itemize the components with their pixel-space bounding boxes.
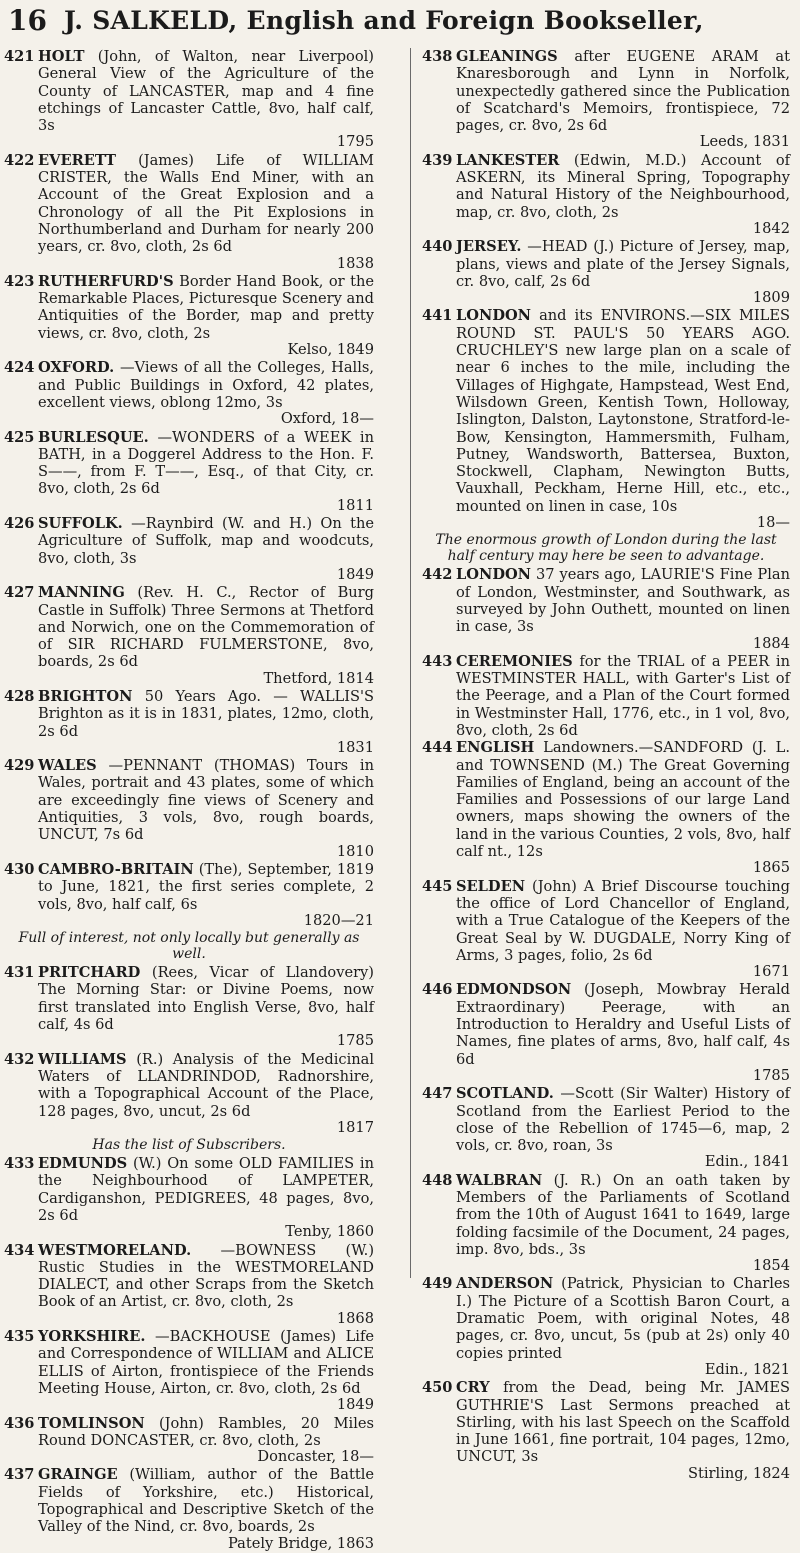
entry-heading: ENGLISH	[456, 739, 535, 757]
entry-heading: GRAINGE	[38, 1466, 118, 1484]
entry-date: Tenby, 1860	[285, 1223, 374, 1241]
entry-description: (Edwin, M.D.) Account of ASKERN, its Mineral Spring, Topography and Natural History of the Neighbourhood, map, cr. 8vo, cloth, 2s	[456, 151, 791, 221]
left-note-2: Has the list of Subscribers.	[92, 1137, 286, 1154]
column-divider	[410, 48, 411, 1278]
entry-date: Kelso, 1849	[287, 341, 374, 359]
catalogue-entry	[422, 1172, 790, 1275]
entry-heading: MANNING	[38, 584, 125, 602]
entry-number: 447	[422, 1085, 453, 1103]
catalogue-entry	[4, 1051, 374, 1136]
entry-date: 1820—21	[303, 911, 374, 929]
entry-heading: WESTMORELAND.	[38, 1241, 192, 1259]
entry-description: (Rees, Vicar of Llandovery) The Morning Star: or Divine Poems, now first translated into English Verse, 8vo, half calf, 4s 6d	[38, 964, 374, 1034]
entry-date: Edin., 1841	[704, 1153, 790, 1171]
entry-description: (John) A Brief Discourse touching the office of Lord Chancellor of England, with a True Catalogue of the Keepers of the Great Seal by W. DUGDALE, Norry King of Arms, 3 pages, folio, 2s 6d	[456, 877, 790, 964]
entry-date: 1868	[336, 1309, 374, 1327]
entry-description: (W.) On some OLD FAMILIES in the Neighbourhood of LAMPETER, Cardiganshon, PEDIGREES, 48 pages, 8vo, 2s 6d	[38, 1155, 374, 1224]
entry-heading: GLEANINGS	[456, 48, 558, 65]
entry-description: —Scott (Sir Walter) History of Scotland from the Earliest Period to the close of the Rebellion of 1745—6, map, 2 vols, cr. 8vo, roan, 3s	[456, 1085, 791, 1155]
entry-date: Leeds, 1831	[699, 133, 790, 151]
catalogue-entry	[4, 1415, 374, 1466]
entry-date: 1884	[752, 634, 790, 652]
entry-number: 421	[4, 48, 35, 65]
entry-heading: WALBRAN	[456, 1171, 543, 1189]
entry-description: for the TRIAL of a PEER in WESTMINSTER HALL, with Garter's List of the Peerage, and a Plan of the Court formed in Westminster Hall, 1776, etc., in 1 vol, 8vo, 8vo, cloth, 2s 6d	[456, 652, 790, 739]
entry-description: (Patrick, Physician to Charles I.) The Picture of a Scottish Baron Court, a Dramatic Poem, with original Notes, 48 pages, cr. 8vo, uncut, 5s (pub at 2s) only 40 copies printed	[456, 1275, 790, 1362]
catalogue-entry	[4, 48, 374, 151]
catalogue-entry	[422, 48, 790, 151]
entry-description: from the Dead, being Mr. JAMES GUTHRIE'S Last Sermons preached at Stirling, with his last Speech on the Scaffold in June 1661, fine portrait, 104 pages, 12mo, UNCUT, 3s	[456, 1379, 790, 1466]
entry-number: 430	[4, 860, 35, 878]
catalogue-entry	[4, 1328, 374, 1413]
entry-heading: EVERETT	[38, 151, 117, 169]
entry-heading: WALES	[38, 757, 97, 775]
entry-heading: SUFFOLK.	[38, 515, 123, 533]
entry-description: (James) Life of WILLIAM CRISTER, the Walls End Miner, with an Account of the Great Explosion and a Chronology of all the Pit Explosions in Northumberland and Durham for nearly 200 years, cr. 8vo, cloth, 2s 6d	[38, 151, 374, 256]
entry-description: (William, author of the Battle Fields of Yorkshire, etc.) Historical, Topographical and Descriptive Sketch of the Valley of the Nind, cr. 8vo, boards, 2s	[38, 1466, 375, 1536]
entry-number: 432	[4, 1050, 35, 1068]
entry-heading: BURLESQUE.	[38, 428, 149, 446]
entry-heading: LONDON	[456, 307, 532, 325]
entry-date: Doncaster, 18—	[257, 1448, 374, 1466]
entry-heading: LONDON	[456, 566, 532, 584]
catalogue-entry	[4, 757, 374, 860]
catalogue-entry	[4, 584, 374, 687]
entry-number: 443	[422, 652, 453, 670]
entry-number: 437	[4, 1466, 35, 1484]
entry-description: (The), September, 1819 to June, 1821, the first series complete, 2 vols, 8vo, half calf, 6s	[38, 860, 374, 913]
entry-heading: CAMBRO-BRITAIN	[38, 860, 194, 878]
entry-number: 431	[4, 964, 35, 982]
entry-number: 426	[4, 515, 35, 533]
left-column	[4, 48, 374, 1553]
entry-date: 1810	[336, 842, 374, 860]
entry-description: (J. R.) On an oath taken by Members of the Parliaments of Scotland from the 10th of August 1641 to 1649, large folding facsimile of the Document, 24 pages, imp. 8vo, bds., 3s	[456, 1171, 791, 1258]
entry-number: 446	[422, 981, 453, 999]
entry-description: Border Hand Book, or the Remarkable Places, Picturesque Scenery and Antiquities of the Border, map and pretty views, cr. 8vo, cloth, 2s	[38, 272, 375, 342]
catalogue-entry	[4, 1242, 374, 1327]
catalogue-entry	[4, 1155, 374, 1240]
entry-date: Edin., 1821	[704, 1360, 790, 1378]
entry-date: 1795	[336, 133, 374, 151]
catalogue-entry	[422, 1379, 790, 1482]
entry-date: 1671	[752, 963, 790, 981]
catalogue-entry	[4, 515, 374, 583]
entry-description: (John, of Walton, near Liverpool) General View of the Agriculture of the County of LANCASTER, map and 4 fine etchings of Lancaster Cattle, 8vo, half calf, 3s	[38, 48, 374, 135]
entry-heading: CRY	[456, 1379, 490, 1397]
entry-heading: EDMONDSON	[456, 981, 572, 999]
entry-number: 429	[4, 757, 35, 775]
entry-heading: RUTHERFURD'S	[38, 272, 174, 290]
entry-description: after EUGENE ARAM at Knaresborough and Lynn in Norfolk, unexpectedly gathered since the Publication of Scatchard's Memoirs, frontispiece, 72 pages, cr. 8vo, 2s 6d	[456, 48, 790, 135]
catalogue-entry	[422, 653, 790, 739]
entry-date: Oxford, 18—	[280, 410, 374, 428]
catalogue-entry	[4, 429, 374, 514]
entry-description: (Joseph, Mowbray Herald Extraordinary) Peerage, with an Introduction to Heraldry and Useful Lists of Names, fine plates of arms, 8vo, half calf, 4s 6d	[456, 981, 790, 1068]
entry-heading: JERSEY.	[456, 238, 522, 256]
entry-number: 434	[4, 1241, 35, 1259]
entry-number: 423	[4, 272, 35, 290]
entry-description: —HEAD (J.) Picture of Jersey, map, plans, views and plate of the Jersey Signals, cr. 8vo, calf, 2s 6d	[456, 238, 790, 290]
entry-heading: BRIGHTON	[38, 687, 133, 705]
right-column	[422, 48, 790, 1483]
entry-heading: LANKESTER	[456, 151, 560, 169]
entry-heading: TOMLINSON	[38, 1414, 145, 1432]
entry-heading: YORKSHIRE.	[38, 1328, 146, 1346]
entry-date: 1785	[752, 1066, 790, 1084]
entry-heading: SELDEN	[456, 877, 526, 895]
catalogue-entry	[4, 273, 374, 358]
entry-date: 1865	[752, 859, 790, 877]
catalogue-entry	[4, 861, 374, 929]
catalogue-entry	[4, 359, 374, 427]
entry-number: 444	[422, 739, 453, 757]
entry-number: 428	[4, 687, 35, 705]
entry-number: 424	[4, 359, 35, 377]
catalogue-entry	[422, 238, 790, 306]
entry-number: 433	[4, 1155, 35, 1173]
entry-description: —BACKHOUSE (James) Life and Correspondence of WILLIAM and ALICE ELLIS of Airton, frontispiece of the Friends Meeting House, Airton, cr. 8vo, cloth, 2s 6d	[38, 1328, 374, 1397]
running-head: J. SALKELD, English and Foreign Bookseller,	[64, 6, 704, 35]
entry-heading: SCOTLAND.	[456, 1085, 554, 1103]
entry-heading: OXFORD.	[38, 359, 115, 377]
catalogue-entry	[4, 1466, 374, 1551]
entry-description: —Raynbird (W. and H.) On the Agriculture of Suffolk, map and woodcuts, 8vo, cloth, 3s	[38, 515, 375, 567]
catalogue-entry	[4, 964, 374, 1049]
entry-number: 425	[4, 428, 35, 446]
catalogue-entry	[4, 688, 374, 756]
right-note: The enormous growth of London during the last half century may here be seen to advantage.	[435, 532, 777, 565]
entry-heading: EDMUNDS	[38, 1155, 128, 1173]
catalogue-entry	[422, 739, 790, 876]
entry-number: 435	[4, 1328, 35, 1346]
entry-date: Stirling, 1824	[688, 1464, 790, 1482]
entry-description: —PENNANT (THOMAS) Tours in Wales, portrait and 43 plates, some of which are exceedingly fine views of Scenery and Antiquities, 3 vols, 8vo, rough boards, UNCUT, 7s 6d	[38, 757, 374, 844]
entry-number: 449	[422, 1275, 453, 1293]
page-number: 16	[8, 4, 47, 37]
entry-date: 1817	[336, 1118, 374, 1136]
entry-number: 450	[422, 1379, 453, 1397]
entry-description: 37 years ago, LAURIE'S Fine Plan of London, Westminster, and Southwark, as surveyed by John Outhett, mounted on linen in case, 3s	[456, 566, 790, 636]
entry-number: 438	[422, 48, 453, 65]
entry-date: 18—	[756, 514, 790, 532]
catalogue-entry	[422, 981, 790, 1084]
catalogue-entry	[422, 1085, 790, 1170]
entry-date: 1831	[336, 738, 374, 756]
catalogue-entry	[422, 566, 790, 651]
entry-heading: ANDERSON	[456, 1275, 554, 1293]
entry-description: —WONDERS of a WEEK in BATH, in a Doggerel Address to the Hon. F. S——, from F. T——, Esq., of that City, cr. 8vo, cloth, 2s 6d	[38, 428, 375, 498]
entry-date: 1838	[336, 254, 374, 272]
entry-date: 1854	[752, 1257, 790, 1275]
entry-date: Thetford, 1814	[263, 669, 374, 687]
entry-description: (John) Rambles, 20 Miles Round DONCASTER, cr. 8vo, cloth, 2s	[38, 1414, 374, 1449]
catalogue-entry	[422, 878, 790, 981]
entry-description: —BOWNESS (W.) Rustic Studies in the WESTMORELAND DIALECT, and other Scraps from the Sketch Book of an Artist, cr. 8vo, cloth, 2s	[38, 1241, 375, 1311]
entry-number: 442	[422, 566, 453, 584]
entry-description: and its ENVIRONS.—SIX MILES ROUND ST. PAUL'S 50 YEARS AGO. CRUCHLEY'S new large plan on a scale of near 6 inches to the mile, including the Villages of Highgate, Hampstead, West End, Wilsdown Green, Kentish Town, Holloway, Islington, Dalston, Laytonstone, Stratford-le-Bow, Kensington, Hammersmith, Fulham, Putney, Wandsworth, Battersea, Buxton, Stockwell, Clapham, Newington Butts, Vauxhall, Peckham, Herne Hill, etc., etc., mounted on linen in case, 10s	[456, 307, 791, 515]
entry-date: 1809	[752, 289, 790, 307]
entry-number: 422	[4, 151, 35, 169]
entry-date: 1811	[336, 496, 374, 514]
entry-heading: WILLIAMS	[38, 1050, 127, 1068]
entry-description: Landowners.—SANDFORD (J. L. and TOWNSEND (M.) The Great Governing Families of England, being an account of the Families and Possessions of our large Land owners, maps showing the owners of the land in the various Counties, 2 vols, 8vo, half calf nt., 12s	[456, 739, 790, 861]
entry-date: 1842	[752, 219, 790, 237]
entry-number: 427	[4, 584, 35, 602]
entry-heading: PRITCHARD	[38, 964, 141, 982]
entry-date: Pately Bridge, 1863	[227, 1534, 374, 1552]
entry-number: 439	[422, 151, 453, 169]
catalogue-entry	[422, 1275, 790, 1378]
catalogue-entry	[422, 152, 790, 237]
entry-description: 50 Years Ago. — WALLIS'S Brighton as it is in 1831, plates, 12mo, cloth, 2s 6d	[38, 687, 375, 740]
entry-number: 436	[4, 1414, 35, 1432]
entry-description: (R.) Analysis of the Medicinal Waters of LLANDRINDOD, Radnorshire, with a Topographical Account of the Place, 128 pages, 8vo, uncut, 2s 6d	[38, 1050, 375, 1120]
catalogue-entry	[422, 307, 790, 531]
entry-number: 445	[422, 877, 453, 895]
left-note: Full of interest, not only locally but generally as well.	[18, 930, 360, 963]
entry-date: 1849	[336, 1396, 374, 1414]
entry-number: 440	[422, 238, 453, 256]
entry-number: 441	[422, 307, 453, 325]
entry-number: 448	[422, 1171, 453, 1189]
entry-heading: CEREMONIES	[456, 652, 573, 670]
catalogue-entry	[4, 152, 374, 272]
entry-description: (Rev. H. C., Rector of Burg Castle in Suffolk) Three Sermons at Thetford and Norwich, one on the Commemoration of of SIR RICHARD FULMERSTONE, 8vo, boards, 2s 6d	[38, 584, 375, 671]
entry-date: 1785	[336, 1032, 374, 1050]
entry-description: —Views of all the Colleges, Halls, and Public Buildings in Oxford, 42 plates, excellent views, oblong 12mo, 3s	[38, 359, 374, 411]
entry-heading: HOLT	[38, 48, 85, 65]
entry-date: 1849	[336, 565, 374, 583]
page-header	[0, 4, 800, 44]
